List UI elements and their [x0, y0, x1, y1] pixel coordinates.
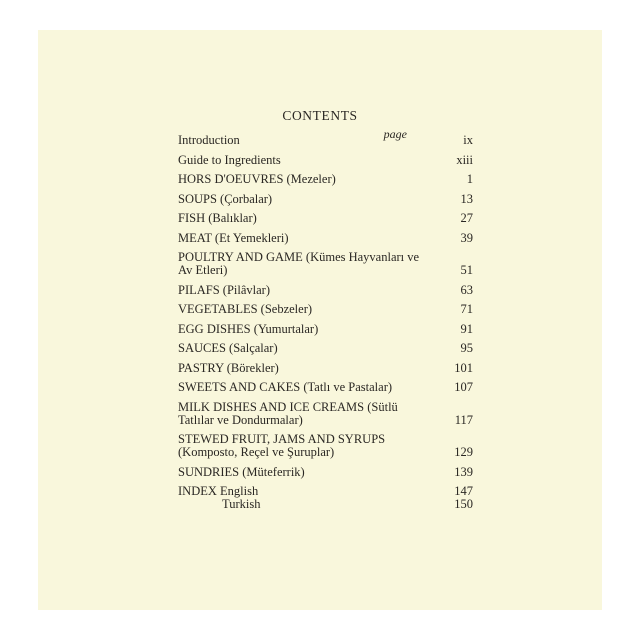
toc-entry-page: 39 — [460, 230, 473, 245]
toc-entry-page: 101 — [454, 360, 473, 375]
toc-entry-page: 71 — [460, 302, 473, 316]
toc-entry — [178, 381, 473, 394]
toc-entry-page: ix — [463, 133, 473, 147]
toc-entry-title: MEAT (Et Yemekleri) — [178, 230, 289, 245]
toc-entry — [178, 401, 473, 427]
page-column-label: page — [383, 127, 407, 141]
toc-entry-page: 1 — [466, 172, 473, 186]
toc-entry-title: MILK DISHES AND ICE CREAMS (Sütlü Tatlılar ve Dondurmalar) — [178, 399, 398, 427]
toc-entry-title: INDEX English — [178, 484, 259, 498]
contents-heading: CONTENTS — [282, 108, 358, 123]
toc-entry-title: SOUPS (Çorbalar) — [178, 191, 273, 206]
toc-entry-title: FISH (Balıklar) — [178, 211, 257, 225]
toc-entry-page: 27 — [460, 211, 473, 225]
toc-entry-title: SWEETS AND CAKES (Tatlı ve Pastalar) — [178, 380, 393, 394]
toc-entry-page: 117 — [454, 412, 473, 427]
toc-entry — [178, 154, 473, 167]
toc-entry-page: xiii — [456, 152, 473, 167]
toc-entry — [178, 362, 473, 375]
toc-entry — [178, 284, 473, 297]
toc-entry-page: 95 — [460, 341, 473, 355]
toc-entry-title: POULTRY AND GAME (Kümes Hayvanları ve Av Etleri) — [178, 250, 420, 277]
toc-entry — [178, 232, 473, 245]
toc-entry — [178, 173, 473, 186]
toc-entry — [178, 303, 473, 316]
toc-entry-title: HORS D'OEUVRES (Mezeler) — [178, 172, 336, 186]
toc-entry-title: Introduction — [178, 133, 240, 147]
toc-entry — [178, 193, 473, 206]
book-page — [38, 30, 602, 610]
toc-entry — [178, 433, 473, 459]
toc-entry — [178, 323, 473, 336]
toc-entry-page: 107 — [454, 380, 473, 394]
toc-entry — [178, 134, 473, 147]
toc-entry-title: SUNDRIES (Müteferrik) — [178, 464, 305, 479]
toc-entry — [178, 466, 473, 479]
toc-entry-title: STEWED FRUIT, JAMS AND SYRUPS (Komposto, Reçel ve Şuruplar) — [178, 432, 386, 459]
toc-entry-page: 51 — [460, 263, 473, 277]
toc-entry-title: SAUCES (Salçalar) — [178, 341, 278, 355]
toc-entry — [178, 212, 473, 225]
toc-entry — [178, 498, 473, 511]
toc-entry-title: Guide to Ingredients — [178, 152, 281, 167]
toc-entry-title: EGG DISHES (Yumurtalar) — [178, 321, 319, 336]
toc-entry-title: VEGETABLES (Sebzeler) — [178, 302, 313, 316]
toc-entry — [178, 251, 473, 277]
toc-entry-page: 147 — [454, 484, 473, 498]
toc-entry — [178, 342, 473, 355]
toc-entry-title: PILAFS (Pilâvlar) — [178, 282, 271, 297]
toc-entry-page: 150 — [454, 497, 473, 511]
toc-entry-page: 13 — [460, 191, 473, 206]
table-of-contents — [178, 134, 473, 518]
toc-entry-page: 139 — [454, 464, 473, 479]
toc-entry-page: 129 — [454, 445, 473, 459]
toc-entry-title: Turkish — [222, 497, 261, 511]
toc-entry-page: 63 — [460, 282, 473, 297]
toc-entry-title: PASTRY (Börekler) — [178, 360, 279, 375]
toc-entry-page: 91 — [460, 321, 473, 336]
